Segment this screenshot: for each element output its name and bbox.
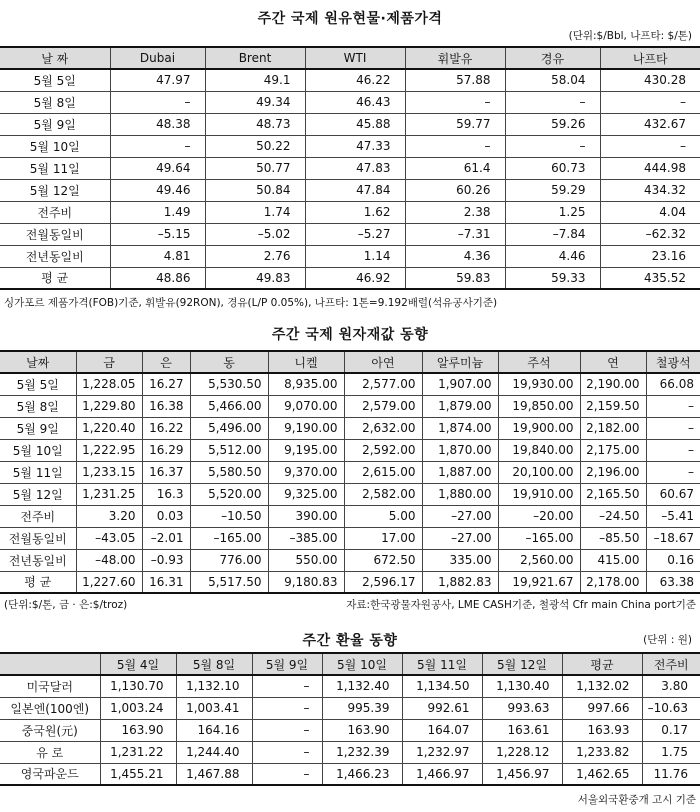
table-cell: –165.00 [190, 527, 268, 549]
table-cell: 16.31 [142, 571, 190, 593]
table-cell: 45.88 [305, 113, 405, 135]
table-cell: –5.27 [305, 223, 405, 245]
table-cell: –2.01 [142, 527, 190, 549]
table-cell: –85.50 [580, 527, 646, 549]
table-cell: 2,175.00 [580, 439, 646, 461]
table-cell: 1,229.80 [76, 395, 142, 417]
table-cell: 50.84 [205, 179, 305, 201]
row-label: 5월 5일 [0, 69, 110, 91]
fx-table-header [0, 653, 700, 675]
table-row [0, 571, 700, 593]
table-cell: 1,874.00 [422, 417, 498, 439]
table-cell: – [252, 763, 322, 785]
table-cell: 59.77 [405, 113, 505, 135]
table-cell: 1,220.40 [76, 417, 142, 439]
table-cell: 19,850.00 [498, 395, 580, 417]
table-cell: – [110, 91, 205, 113]
table-cell: 1,130.70 [100, 675, 176, 697]
table-cell: 1,870.00 [422, 439, 498, 461]
table-cell: 1,134.50 [402, 675, 482, 697]
fx-unit-note: (단위 : 원) [643, 634, 692, 646]
row-label: 5월 11일 [0, 461, 76, 483]
table-cell: –18.67 [646, 527, 700, 549]
table-cell: 1.75 [642, 741, 700, 763]
table-cell: 1,467.88 [176, 763, 252, 785]
table-cell: 995.39 [322, 697, 402, 719]
table-row [0, 439, 700, 461]
metal-unit-note: (단위:$/톤, 금 · 은:$/troz) [4, 599, 128, 611]
table-cell: 2,615.00 [344, 461, 422, 483]
table-cell: 66.08 [646, 373, 700, 395]
table-cell: 23.16 [600, 245, 700, 267]
table-cell: 2,190.00 [580, 373, 646, 395]
table-cell: 1.62 [305, 201, 405, 223]
table-cell: 163.90 [100, 719, 176, 741]
table-cell: 1,466.23 [322, 763, 402, 785]
table-cell: 49.34 [205, 91, 305, 113]
table-cell: – [600, 91, 700, 113]
table-cell: – [252, 675, 322, 697]
table-row [0, 135, 700, 157]
table-cell: 60.26 [405, 179, 505, 201]
table-cell: –7.84 [505, 223, 600, 245]
table-cell: 1.49 [110, 201, 205, 223]
table-cell: –48.00 [76, 549, 142, 571]
table-cell: 48.86 [110, 267, 205, 289]
table-cell: 1,232.97 [402, 741, 482, 763]
table-cell: 415.00 [580, 549, 646, 571]
table-cell: 1.25 [505, 201, 600, 223]
table-cell: – [252, 741, 322, 763]
table-cell: 16.37 [142, 461, 190, 483]
table-cell: 9,190.00 [268, 417, 344, 439]
table-cell: 1,222.95 [76, 439, 142, 461]
oil-header-cell: 날 짜 [0, 47, 110, 69]
table-cell: 5,580.50 [190, 461, 268, 483]
table-row [0, 157, 700, 179]
table-cell: 1,882.83 [422, 571, 498, 593]
table-row [0, 505, 700, 527]
table-cell: 1,232.39 [322, 741, 402, 763]
table-row [0, 675, 700, 697]
table-row [0, 741, 700, 763]
table-cell: 164.07 [402, 719, 482, 741]
table-row [0, 527, 700, 549]
table-cell: 1,003.24 [100, 697, 176, 719]
table-cell: 432.67 [600, 113, 700, 135]
table-cell: 5,517.50 [190, 571, 268, 593]
table-cell: 550.00 [268, 549, 344, 571]
oil-header-cell: Brent [205, 47, 305, 69]
table-cell: 50.77 [205, 157, 305, 179]
table-cell: 0.03 [142, 505, 190, 527]
row-label: 5월 11일 [0, 157, 110, 179]
fx-rate-table [0, 652, 700, 786]
table-cell: 2,592.00 [344, 439, 422, 461]
table-cell: 1,233.15 [76, 461, 142, 483]
table-row [0, 461, 700, 483]
row-label: 5월 5일 [0, 373, 76, 395]
table-row [0, 223, 700, 245]
row-label: 중국원(元) [0, 719, 100, 741]
table-cell: 49.1 [205, 69, 305, 91]
table-cell: 49.83 [205, 267, 305, 289]
table-cell: 2.38 [405, 201, 505, 223]
fx-header-cell: 평균 [562, 653, 642, 675]
table-cell: 16.27 [142, 373, 190, 395]
table-cell: 435.52 [600, 267, 700, 289]
table-cell: 59.29 [505, 179, 600, 201]
table-cell: 46.43 [305, 91, 405, 113]
table-cell: 163.90 [322, 719, 402, 741]
table-cell: 1,231.22 [100, 741, 176, 763]
table-cell: 59.26 [505, 113, 600, 135]
table-cell: 1,462.65 [562, 763, 642, 785]
row-label: 5월 10일 [0, 135, 110, 157]
table-row [0, 417, 700, 439]
table-cell: 2,596.17 [344, 571, 422, 593]
oil-footnote: 싱가포르 제품가격(FOB)기준, 휘발유(92RON), 경유(L/P 0.05%), 나프타: 1톤=9.192배럴(석유공사기준) [4, 297, 498, 309]
oil-header-cell: 나프타 [600, 47, 700, 69]
table-cell: 2,165.50 [580, 483, 646, 505]
table-cell: 48.38 [110, 113, 205, 135]
table-cell: 5.00 [344, 505, 422, 527]
fx-header-cell: 5월 4일 [100, 653, 176, 675]
table-cell: 1,228.05 [76, 373, 142, 395]
table-row [0, 483, 700, 505]
table-cell: –5.41 [646, 505, 700, 527]
table-cell: 59.33 [505, 267, 600, 289]
table-cell: 2,196.00 [580, 461, 646, 483]
oil-table-title: 주간 국제 원유현물·제품가격 [257, 11, 443, 27]
table-cell: 47.83 [305, 157, 405, 179]
table-cell: 11.76 [642, 763, 700, 785]
fx-header-cell: 5월 9일 [252, 653, 322, 675]
table-cell: 164.16 [176, 719, 252, 741]
metal-header-cell: 연 [580, 351, 646, 373]
metal-table-header [0, 351, 700, 373]
table-cell: 9,070.00 [268, 395, 344, 417]
fx-header-cell: 5월 8일 [176, 653, 252, 675]
table-cell: –5.02 [205, 223, 305, 245]
table-cell: 1.74 [205, 201, 305, 223]
metal-header-cell: 날짜 [0, 351, 76, 373]
table-cell: 2,178.00 [580, 571, 646, 593]
table-cell: 2,577.00 [344, 373, 422, 395]
row-label: 5월 9일 [0, 113, 110, 135]
row-label: 5월 8일 [0, 395, 76, 417]
metal-header-cell: 금 [76, 351, 142, 373]
table-row [0, 113, 700, 135]
table-cell: 2,560.00 [498, 549, 580, 571]
fx-header-cell: 전주비 [642, 653, 700, 675]
row-label: 평 균 [0, 267, 110, 289]
table-cell: 58.04 [505, 69, 600, 91]
oil-price-table [0, 46, 700, 290]
table-cell: 1,880.00 [422, 483, 498, 505]
table-cell: 1,132.02 [562, 675, 642, 697]
table-cell: 1,132.10 [176, 675, 252, 697]
metal-header-cell: 알루미늄 [422, 351, 498, 373]
oil-header-cell: 휘발유 [405, 47, 505, 69]
table-cell: 47.84 [305, 179, 405, 201]
table-cell: – [110, 135, 205, 157]
table-cell: – [252, 697, 322, 719]
row-label: 전주비 [0, 505, 76, 527]
row-label: 전년동일비 [0, 245, 110, 267]
table-cell: 0.17 [642, 719, 700, 741]
table-cell: 4.04 [600, 201, 700, 223]
table-cell: 9,370.00 [268, 461, 344, 483]
table-cell: 1,228.12 [482, 741, 562, 763]
row-label: 5월 12일 [0, 483, 76, 505]
table-cell: 16.3 [142, 483, 190, 505]
table-cell: – [646, 395, 700, 417]
metal-header-cell: 주석 [498, 351, 580, 373]
fx-source-note: 서울외국환중개 고시 기준 [577, 794, 696, 806]
metal-table-title: 주간 국제 원자재값 동향 [271, 327, 429, 343]
table-cell: 49.46 [110, 179, 205, 201]
oil-header-cell: Dubai [110, 47, 205, 69]
table-row [0, 201, 700, 223]
table-cell: 672.50 [344, 549, 422, 571]
table-cell: –20.00 [498, 505, 580, 527]
table-cell: 163.61 [482, 719, 562, 741]
row-label: 일본엔(100엔) [0, 697, 100, 719]
row-label: 5월 12일 [0, 179, 110, 201]
table-cell: 20,100.00 [498, 461, 580, 483]
table-cell: –27.00 [422, 527, 498, 549]
metal-header-cell: 아연 [344, 351, 422, 373]
oil-header-cell: 경유 [505, 47, 600, 69]
table-cell: 8,935.00 [268, 373, 344, 395]
table-cell: 1,003.41 [176, 697, 252, 719]
table-cell: 47.33 [305, 135, 405, 157]
table-cell: 1,887.00 [422, 461, 498, 483]
table-cell: 61.4 [405, 157, 505, 179]
table-cell: 4.36 [405, 245, 505, 267]
table-cell: 9,195.00 [268, 439, 344, 461]
table-cell: 4.81 [110, 245, 205, 267]
table-cell: 1,130.40 [482, 675, 562, 697]
metal-header-cell: 동 [190, 351, 268, 373]
fx-header-cell: 5월 11일 [402, 653, 482, 675]
table-cell: 1,132.40 [322, 675, 402, 697]
table-cell: 2,182.00 [580, 417, 646, 439]
table-cell: 50.22 [205, 135, 305, 157]
table-cell: 16.22 [142, 417, 190, 439]
table-cell: 47.97 [110, 69, 205, 91]
table-cell: –385.00 [268, 527, 344, 549]
table-cell: 1,233.82 [562, 741, 642, 763]
table-cell: 16.29 [142, 439, 190, 461]
table-cell: 60.67 [646, 483, 700, 505]
table-cell: 46.92 [305, 267, 405, 289]
row-label: 전년동일비 [0, 549, 76, 571]
table-cell: 19,921.67 [498, 571, 580, 593]
table-cell: 19,930.00 [498, 373, 580, 395]
table-cell: –10.50 [190, 505, 268, 527]
row-label: 5월 10일 [0, 439, 76, 461]
table-cell: 48.73 [205, 113, 305, 135]
table-row [0, 719, 700, 741]
table-cell: – [405, 91, 505, 113]
row-label: 전월동일비 [0, 223, 110, 245]
table-cell: 17.00 [344, 527, 422, 549]
table-cell: –7.31 [405, 223, 505, 245]
table-cell: 16.38 [142, 395, 190, 417]
table-cell: –62.32 [600, 223, 700, 245]
table-cell: 63.38 [646, 571, 700, 593]
metal-header-cell: 철광석 [646, 351, 700, 373]
table-cell: 46.22 [305, 69, 405, 91]
table-cell: 19,910.00 [498, 483, 580, 505]
table-cell: 2,159.50 [580, 395, 646, 417]
fx-header-cell: 5월 12일 [482, 653, 562, 675]
table-cell: 2,582.00 [344, 483, 422, 505]
row-label: 전주비 [0, 201, 110, 223]
table-cell: 1,879.00 [422, 395, 498, 417]
table-cell: 4.46 [505, 245, 600, 267]
table-cell: 993.63 [482, 697, 562, 719]
table-row [0, 395, 700, 417]
fx-header-cell [0, 653, 100, 675]
table-cell: 992.61 [402, 697, 482, 719]
metal-header-cell: 니켈 [268, 351, 344, 373]
table-row [0, 179, 700, 201]
table-cell: 3.80 [642, 675, 700, 697]
table-row [0, 245, 700, 267]
oil-header-cell: WTI [305, 47, 405, 69]
table-cell: – [646, 461, 700, 483]
table-row [0, 69, 700, 91]
table-row [0, 763, 700, 785]
table-cell: 997.66 [562, 697, 642, 719]
table-row [0, 697, 700, 719]
table-row [0, 91, 700, 113]
metal-source-note: 자료:한국광물자원공사, LME CASH기준, 철광석 Cfr main China port기준 [346, 599, 696, 611]
oil-table-header [0, 47, 700, 69]
table-cell: 776.00 [190, 549, 268, 571]
row-label: 영국파운드 [0, 763, 100, 785]
table-cell: 335.00 [422, 549, 498, 571]
row-label: 5월 9일 [0, 417, 76, 439]
table-cell: 5,466.00 [190, 395, 268, 417]
table-cell: 5,496.00 [190, 417, 268, 439]
table-cell: 1.14 [305, 245, 405, 267]
table-cell: 2,579.00 [344, 395, 422, 417]
table-cell: 1,455.21 [100, 763, 176, 785]
metal-price-table [0, 350, 700, 594]
row-label: 전월동일비 [0, 527, 76, 549]
table-row [0, 267, 700, 289]
table-cell: –10.63 [642, 697, 700, 719]
table-cell: – [646, 417, 700, 439]
fx-table-title: 주간 환율 동향 [302, 633, 398, 649]
table-cell: – [505, 135, 600, 157]
table-cell: 434.32 [600, 179, 700, 201]
table-cell: – [646, 439, 700, 461]
table-cell: 59.83 [405, 267, 505, 289]
fx-header-cell: 5월 10일 [322, 653, 402, 675]
table-cell: 1,907.00 [422, 373, 498, 395]
table-cell: –5.15 [110, 223, 205, 245]
table-cell: 444.98 [600, 157, 700, 179]
table-cell: 19,900.00 [498, 417, 580, 439]
metal-header-cell: 은 [142, 351, 190, 373]
table-cell: 1,227.60 [76, 571, 142, 593]
table-cell: 5,520.00 [190, 483, 268, 505]
table-cell: – [405, 135, 505, 157]
table-row [0, 373, 700, 395]
table-cell: 163.93 [562, 719, 642, 741]
table-cell: 2,632.00 [344, 417, 422, 439]
table-cell: – [600, 135, 700, 157]
table-cell: –24.50 [580, 505, 646, 527]
table-cell: – [252, 719, 322, 741]
table-cell: 3.20 [76, 505, 142, 527]
oil-unit-note: (단위:$/Bbl, 나프타: $/톤) [568, 30, 692, 42]
row-label: 미국달러 [0, 675, 100, 697]
table-cell: 9,325.00 [268, 483, 344, 505]
table-cell: 0.16 [646, 549, 700, 571]
table-cell: 9,180.83 [268, 571, 344, 593]
table-cell: –165.00 [498, 527, 580, 549]
table-cell: 2.76 [205, 245, 305, 267]
table-cell: – [505, 91, 600, 113]
table-cell: 1,466.97 [402, 763, 482, 785]
table-cell: –43.05 [76, 527, 142, 549]
table-cell: 390.00 [268, 505, 344, 527]
table-cell: 5,530.50 [190, 373, 268, 395]
table-cell: 1,231.25 [76, 483, 142, 505]
table-cell: –0.93 [142, 549, 190, 571]
row-label: 평 균 [0, 571, 76, 593]
table-cell: 1,456.97 [482, 763, 562, 785]
table-cell: 49.64 [110, 157, 205, 179]
row-label: 유 로 [0, 741, 100, 763]
table-cell: 60.73 [505, 157, 600, 179]
table-cell: –27.00 [422, 505, 498, 527]
table-cell: 430.28 [600, 69, 700, 91]
table-cell: 57.88 [405, 69, 505, 91]
table-row [0, 549, 700, 571]
table-cell: 1,244.40 [176, 741, 252, 763]
table-cell: 5,512.00 [190, 439, 268, 461]
table-cell: 19,840.00 [498, 439, 580, 461]
row-label: 5월 8일 [0, 91, 110, 113]
